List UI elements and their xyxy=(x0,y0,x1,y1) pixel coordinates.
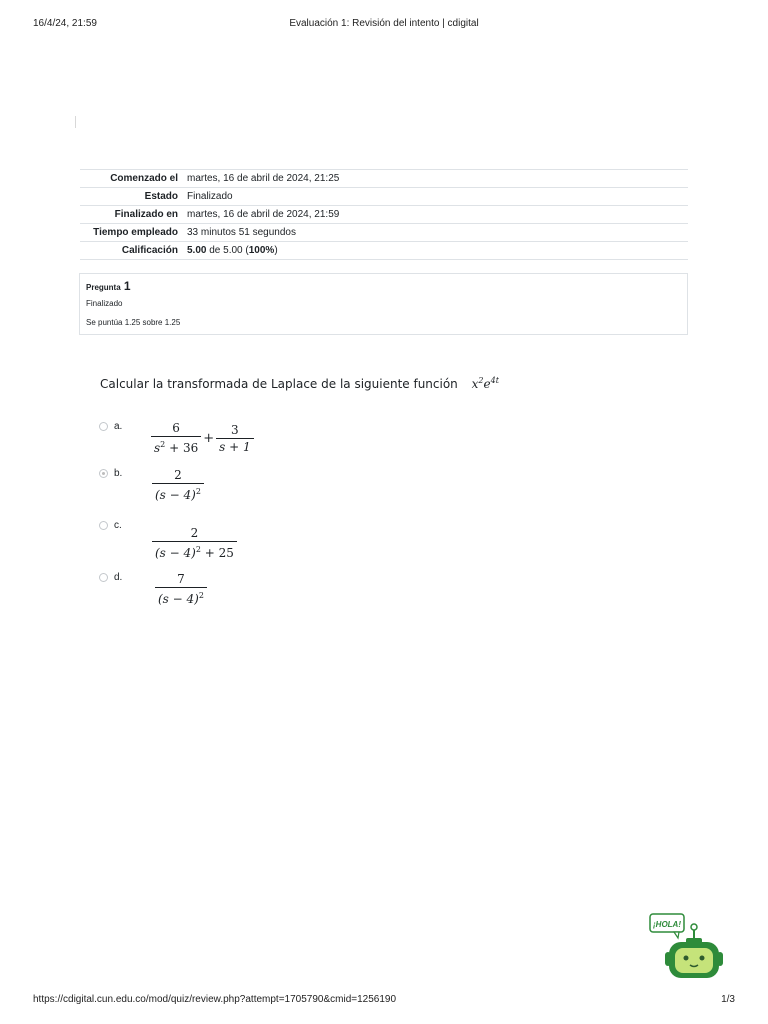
summary-value: Finalizado xyxy=(184,188,688,206)
summary-label: Estado xyxy=(80,188,184,206)
den-b: + 25 xyxy=(200,546,234,560)
den-sup: 2 xyxy=(195,487,201,496)
summary-row xyxy=(80,242,688,260)
fraction xyxy=(151,421,201,455)
fraction xyxy=(155,572,207,606)
denominator xyxy=(155,587,207,606)
print-footer xyxy=(33,994,735,1008)
bot-bubble-text: ¡HOLA! xyxy=(653,920,681,929)
numerator: 3 xyxy=(231,422,239,437)
question-grade: Se puntúa 1.25 sobre 1.25 xyxy=(86,318,181,327)
question-number xyxy=(86,279,681,293)
numerator: 2 xyxy=(190,526,199,540)
grade-close: ) xyxy=(274,245,278,256)
fn-base: x xyxy=(471,377,479,391)
den-a: s xyxy=(154,441,161,455)
den-sup: 2 xyxy=(198,591,204,600)
option-letter: b. xyxy=(114,468,123,479)
numerator: 2 xyxy=(174,468,182,482)
grade-percent: 100% xyxy=(248,245,275,256)
option-c-radio[interactable] xyxy=(99,521,108,530)
summary-label: Tiempo empleado xyxy=(80,224,184,242)
den-sup: 2 xyxy=(195,545,201,554)
option-letter: d. xyxy=(114,572,123,583)
option-letter: a. xyxy=(114,421,123,432)
summary-value: martes, 16 de abril de 2024, 21:59 xyxy=(184,206,688,224)
denominator xyxy=(151,436,201,455)
summary-value: 33 minutos 51 segundos xyxy=(184,224,688,242)
grade-value xyxy=(184,242,688,260)
option-a[interactable] xyxy=(99,421,254,455)
print-date: 16/4/24, 21:59 xyxy=(33,18,97,29)
question-prompt: Calcular la transformada de Laplace de la siguiente función xyxy=(100,377,458,391)
den-sup: 2 xyxy=(160,440,166,449)
summary-label: Calificación xyxy=(80,242,184,260)
denominator xyxy=(152,541,237,560)
denominator xyxy=(152,483,204,502)
summary-label: Comenzado el xyxy=(80,170,184,188)
option-b-radio[interactable] xyxy=(99,469,108,478)
fraction xyxy=(216,423,253,454)
page-title: Evaluación 1: Revisión del intento | cdigital xyxy=(289,18,479,29)
fn-e: e xyxy=(483,377,491,391)
option-d-radio[interactable] xyxy=(99,573,108,582)
broken-image-icon xyxy=(75,116,85,128)
question-state: Finalizado xyxy=(86,299,123,308)
grade-score: 5.00 xyxy=(187,245,207,256)
summary-row xyxy=(80,188,688,206)
den-a: (s − 4) xyxy=(155,546,196,560)
question-prefix: Pregunta xyxy=(86,283,121,292)
denominator: s + 1 xyxy=(216,438,253,454)
option-letter: c. xyxy=(114,520,122,531)
question-text xyxy=(100,376,499,391)
den-a: (s − 4) xyxy=(158,592,199,606)
option-c[interactable] xyxy=(99,520,237,560)
summary-row xyxy=(80,170,688,188)
attempt-summary-table xyxy=(80,169,688,260)
fn-exp2: 4t xyxy=(490,376,499,385)
question-info-box xyxy=(79,273,688,335)
summary-row xyxy=(80,206,688,224)
fn-exp1: 2 xyxy=(478,376,484,385)
den-a: (s − 4) xyxy=(155,488,196,502)
option-b[interactable] xyxy=(99,468,204,502)
summary-label: Finalizado en xyxy=(80,206,184,224)
chatbot-button[interactable] xyxy=(648,912,726,984)
grade-of: de 5.00 ( xyxy=(206,245,249,256)
print-header xyxy=(33,18,735,32)
footer-url: https://cdigital.cun.edu.co/mod/quiz/review.php?attempt=1705790&cmid=1256190 xyxy=(33,994,397,1005)
summary-value: martes, 16 de abril de 2024, 21:25 xyxy=(184,170,688,188)
robot-icon xyxy=(648,912,726,984)
fraction xyxy=(152,468,204,502)
question-num-value: 1 xyxy=(123,279,131,293)
plus-sign: + xyxy=(203,430,215,446)
summary-row xyxy=(80,224,688,242)
option-a-radio[interactable] xyxy=(99,422,108,431)
page-number: 1/3 xyxy=(721,994,735,1005)
numerator: 6 xyxy=(172,421,180,435)
numerator: 7 xyxy=(177,572,185,586)
option-a-math xyxy=(151,421,254,455)
option-d[interactable] xyxy=(99,572,207,606)
question-function xyxy=(472,377,499,391)
den-b: + 36 xyxy=(165,441,199,455)
fraction xyxy=(152,526,237,560)
